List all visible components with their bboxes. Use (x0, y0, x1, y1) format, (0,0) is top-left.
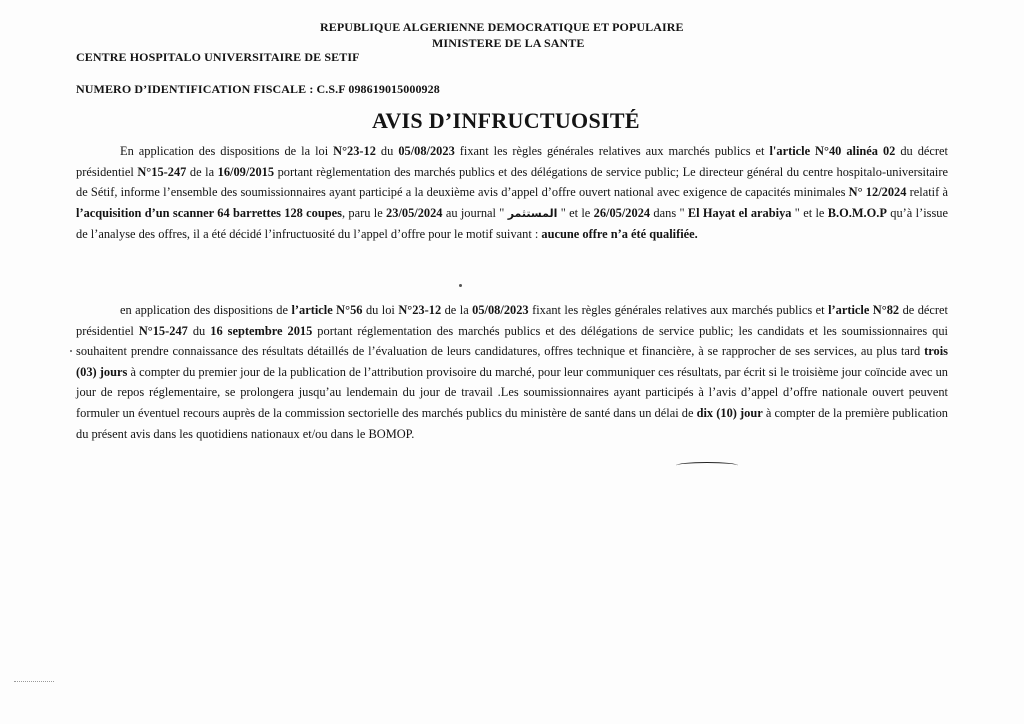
p1-text: de la (186, 164, 218, 179)
p2-bold: N°15-247 (138, 323, 188, 338)
p1-text: du décret présidentiel (76, 144, 948, 179)
p1-bold: aucune offre n’a été qualifiée. (541, 227, 698, 242)
p2-bold: N°23-12 (398, 303, 442, 317)
p1-text: du (375, 144, 399, 158)
p1-text: qu’à l’issue de l’analyse des offres, il a été décidé l’infructuosité du l’appel d’offre pour le motif suivant : (76, 205, 948, 242)
p2-bold: dix (10) jour (696, 405, 763, 420)
scan-speck (459, 284, 462, 287)
p2-text: du (187, 323, 211, 338)
p1-text: , paru le (341, 205, 387, 220)
p1-text: dans " (650, 205, 688, 220)
paragraph-1 (76, 141, 948, 245)
republic-heading: REPUBLIQUE ALGERIENNE DEMOCRATIQUE ET POPULAIRE (320, 20, 684, 34)
p2-text: en application des dispositions de (120, 303, 292, 317)
ministry-heading: MINISTERE DE LA SANTE (432, 36, 585, 50)
p1-bold: 05/08/2023 (398, 144, 455, 158)
tax-id-line: NUMERO D’IDENTIFICATION FISCALE : C.S.F 098619015000928 (76, 82, 440, 96)
document-title: AVIS D’INFRUCTUOSITÉ (372, 108, 640, 133)
p2-bold: l’article N°82 (828, 303, 900, 317)
p1-bold: 23/05/2024 (386, 205, 443, 220)
p2-text: portant réglementation des marchés publics et des délégations de service public; les candidats et les soumissionnaires qui souhaitent prendre connaissance des résultats détaillés de l’évaluation de leurs candidatures, offres technique et financière, à se rapprocher de ses services, au plus tard (76, 323, 949, 359)
scan-artifact (14, 681, 54, 683)
p1-text: au journal " (442, 205, 508, 220)
p2-text: à compter du premier jour de la publication de l’attribution provisoire du marché, pour leur communiquer ces résultats, par écrit si le troisième jour coïncide avec un jour de repos réglementaire, se prolongera jusqu’au lendemain du jour de travail .Les soumissionnaires ayant participés à l’avis d’appel d’offre nationale ouvert peuvent formuler un éventuel recours auprès de la commission sectorielle des marchés publics du ministère de santé dans un délai de (76, 364, 948, 420)
p2-text: du loi (362, 303, 399, 317)
p2-text: à compter de la première publication du présent avis dans les quotidiens nationaux et/ou dans le BOMOP. (76, 405, 948, 441)
p1-text: fixant les règles générales relatives aux marchés publics et (454, 144, 770, 158)
hospital-name: CENTRE HOSPITALO UNIVERSITAIRE DE SETIF (76, 50, 360, 64)
p1-bold: 26/05/2024 (593, 205, 651, 220)
p2-text: fixant les règles générales relatives aux marchés publics et (528, 303, 829, 317)
p1-text: " et le (557, 205, 594, 220)
paragraph-2 (76, 300, 948, 444)
scan-speck (70, 350, 72, 352)
pen-underline-mark (676, 462, 738, 469)
p1-bold: B.O.M.O.P (827, 205, 887, 220)
p2-text: de la (441, 303, 473, 317)
p1-text: En application des dispositions de la loi (120, 144, 334, 158)
p1-text: relatif à (906, 185, 948, 200)
p1-bold: El Hayat el arabiya (687, 205, 792, 220)
p1-bold: 16/09/2015 (217, 164, 275, 179)
p1-bold: N° 12/2024 (848, 185, 907, 200)
p2-bold: trois (03) jours (76, 344, 948, 379)
journal-name-arabic: المستثمر (507, 206, 558, 220)
p2-bold: l’article N°56 (291, 303, 363, 317)
p1-bold: l'article N°40 alinéa 02 (769, 144, 896, 158)
p1-text: " et le (791, 205, 828, 220)
p1-bold: N°23-12 (333, 144, 376, 158)
p1-text: portant règlementation des marchés publics et des délégations de service public; Le directeur général du centre hospitalo-universitaire de Sétif, informe l’ensemble des soumissionnaires ayant participé a la deuxième avis d’appel d’offre ouvert national avec exigence de capacités minimales (76, 164, 948, 200)
p1-bold: N°15-247 (137, 164, 187, 179)
p2-bold: 16 septembre 2015 (210, 323, 313, 338)
p1-bold: l’acquisition d’un scanner 64 barrettes 128 coupes (76, 205, 342, 220)
p2-bold: 05/08/2023 (472, 303, 529, 317)
p2-text: de décret présidentiel (76, 303, 948, 338)
